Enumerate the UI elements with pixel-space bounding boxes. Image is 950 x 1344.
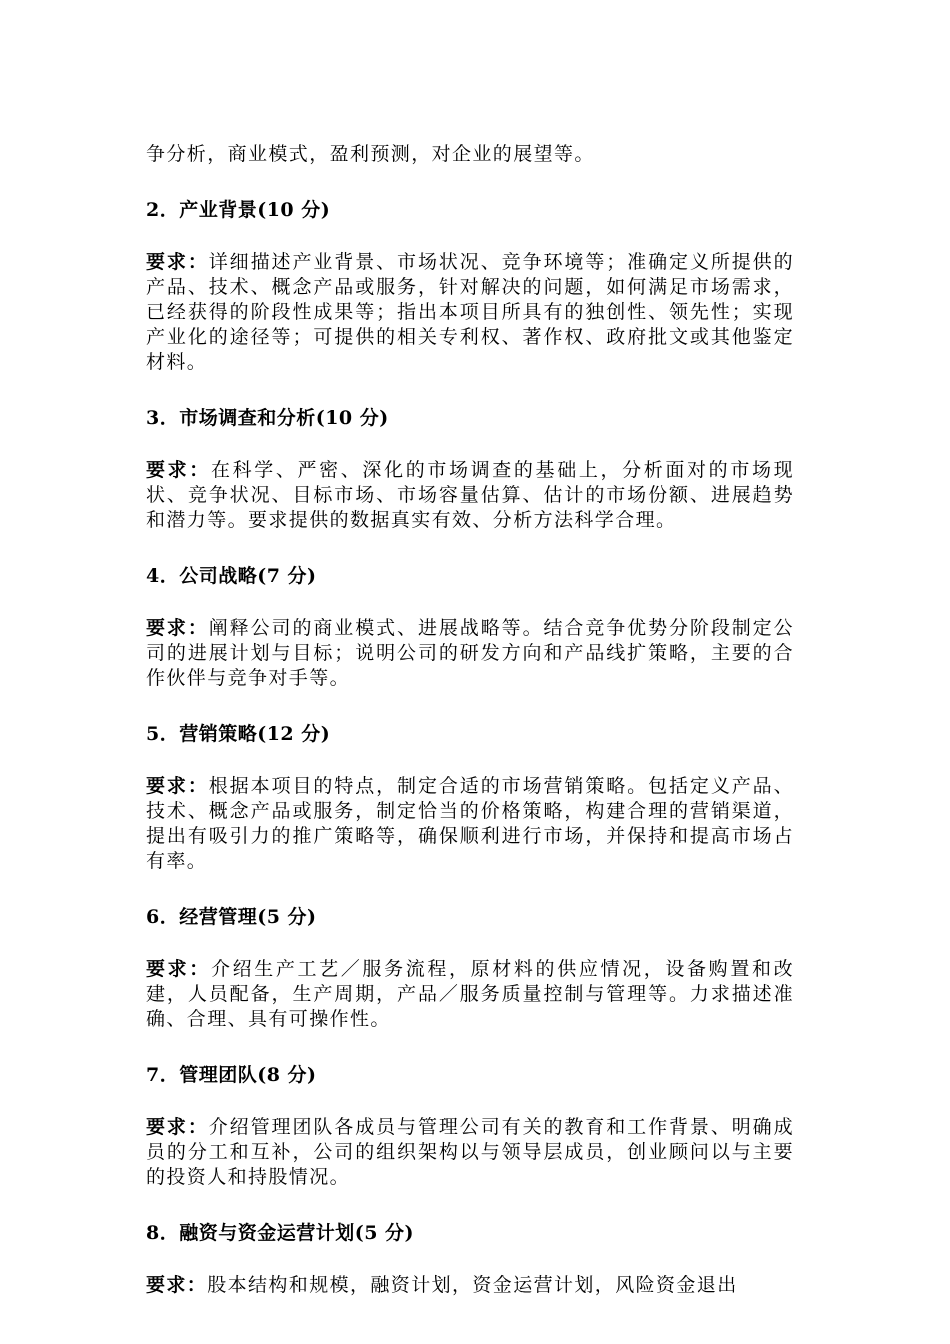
spacer	[146, 1246, 794, 1273]
requirement-paragraph	[146, 458, 794, 533]
spacer	[146, 533, 794, 564]
requirement-text: 阐释公司的商业模式、进展战略等。结合竞争优势分阶段制定公司的进展计划与目标；说明公司的研发方向和产品线扩策略，主要的合作伙伴与竞争对手等。	[146, 617, 795, 689]
requirement-paragraph	[146, 774, 794, 874]
requirement-label: 要求：	[146, 617, 209, 639]
section-heading: 7．管理团队(8 分)	[146, 1064, 317, 1086]
spacer	[146, 223, 794, 250]
spacer	[146, 874, 794, 905]
requirement-label: 要求：	[146, 1116, 209, 1138]
spacer	[146, 691, 794, 722]
intro-tail-paragraph: 争分析，商业模式，盈利预测，对企业的展望等。	[146, 143, 595, 165]
requirement-label: 要求：	[146, 775, 209, 797]
section-heading: 6．经营管理(5 分)	[146, 906, 317, 928]
requirement-text: 介绍管理团队各成员与管理公司有关的教育和工作背景、明确成员的分工和互补，公司的组织架构以与领导层成员，创业顾问以与主要的投资人和持股情况。	[146, 1116, 795, 1188]
spacer	[146, 375, 794, 406]
requirement-label: 要求：	[146, 1274, 208, 1296]
spacer	[146, 747, 794, 774]
requirement-text: 根据本项目的特点，制定合适的市场营销策略。包括定义产品、技术、概念产品或服务，制定恰当的价格策略，构建合理的营销渠道，提出有吸引力的推广策略等，确保顺利进行市场，并保持和提高市场占有率。	[146, 775, 795, 872]
requirement-paragraph	[146, 616, 794, 691]
spacer	[146, 930, 794, 957]
requirement-label: 要求：	[146, 958, 211, 980]
section-heading: 2．产业背景(10 分)	[146, 199, 331, 221]
requirement-label: 要求：	[146, 459, 211, 481]
document-body	[146, 142, 794, 1298]
section-heading: 4．公司战略(7 分)	[146, 565, 317, 587]
requirement-text: 介绍生产工艺／服务流程，原材料的供应情况，设备购置和改建，人员配备，生产周期，产品／服务质量控制与管理等。力求描述准确、合理、具有可操作性。	[146, 958, 795, 1030]
requirement-text: 股本结构和规模，融资计划，资金运营计划，风险资金退出	[207, 1274, 738, 1296]
spacer	[146, 431, 794, 458]
spacer	[146, 589, 794, 616]
spacer	[146, 1190, 794, 1221]
requirement-text: 详细描述产业背景、市场状况、竞争环境等；准确定义所提供的产品、技术、概念产品或服务，针对解决的问题，如何满足市场需求，已经获得的阶段性成果等；指出本项目所具有的独创性、领先性；实现产业化的途径等；可提供的相关专利权、著作权、政府批文或其他鉴定材料。	[146, 251, 795, 373]
requirement-paragraph	[146, 250, 794, 375]
requirement-paragraph	[146, 1273, 794, 1298]
spacer	[146, 167, 794, 198]
section-heading: 3．市场调查和分析(10 分)	[146, 407, 389, 429]
section-heading: 8．融资与资金运营计划(5 分)	[146, 1222, 415, 1244]
section-heading: 5．营销策略(12 分)	[146, 723, 331, 745]
requirement-label: 要求：	[146, 251, 209, 273]
spacer	[146, 1088, 794, 1115]
spacer	[146, 1032, 794, 1063]
requirement-text: 在科学、严密、深化的市场调查的基础上，分析面对的市场现状、竞争状况、目标市场、市场容量估算、估计的市场份额、进展趋势和潜力等。要求提供的数据真实有效、分析方法科学合理。	[146, 459, 795, 531]
requirement-paragraph	[146, 1115, 794, 1190]
requirement-paragraph	[146, 957, 794, 1032]
